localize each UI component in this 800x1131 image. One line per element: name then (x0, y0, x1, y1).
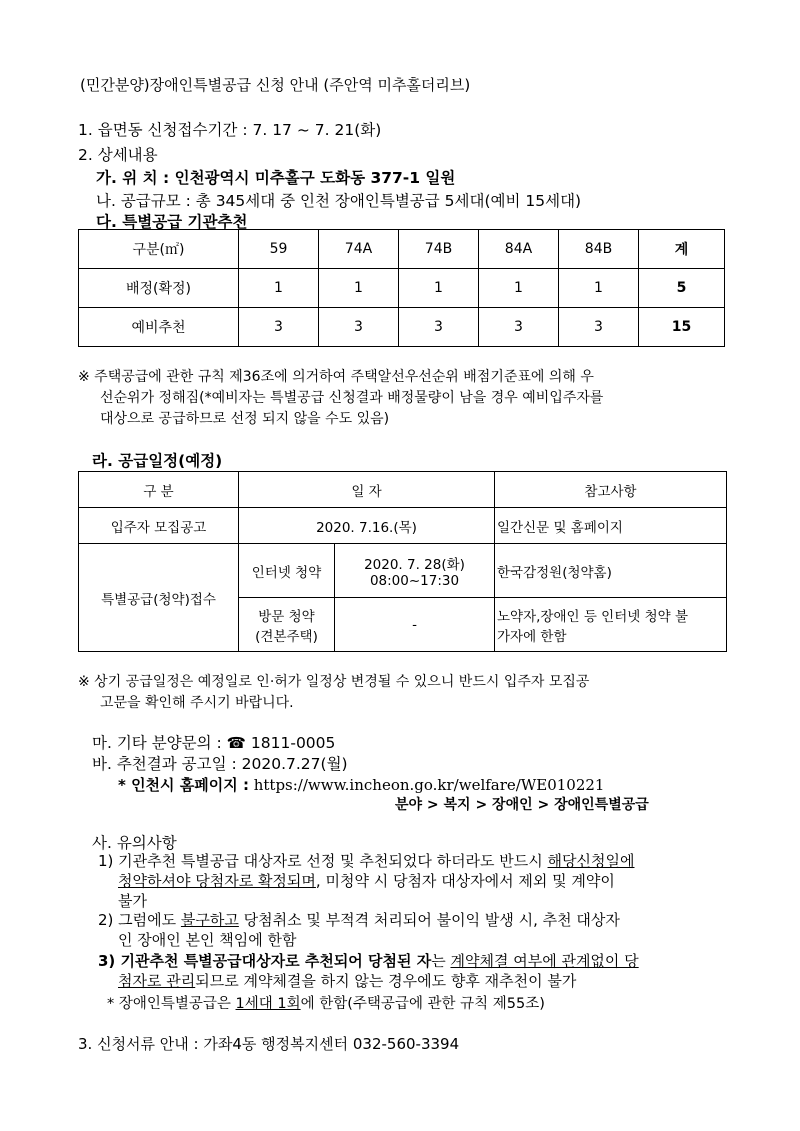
note-line: ※ 주택공급에 관한 규칙 제36조에 의거하여 주택알선우선순위 배점기준표에 의해 우 (78, 369, 594, 385)
table-cell: 84A (479, 230, 559, 269)
inquiry-phone: 마. 기타 분양문의 : ☎ 1811-0005 (92, 734, 336, 752)
table-cell: 예비추천 (79, 308, 239, 347)
document-title: (민간분양)장애인특별공급 신청 안내 (주안역 미추홀더리브) (80, 76, 471, 94)
incheon-homepage (118, 774, 604, 795)
table-cell: 참고사항 (495, 472, 727, 508)
item-text: 되므로 계약체결을 하지 않는 경우에도 향후 재추천이 불가 (195, 972, 577, 990)
table-cell: 3 (399, 308, 479, 347)
table-cell: 3 (559, 308, 639, 347)
item-text-underlined: 계약체결 여부에 관계없이 당 (450, 952, 639, 970)
note-text: * 장애인특별공급은 (107, 996, 236, 1012)
type-line: 방문 청약 (258, 608, 315, 625)
note-line: 대상으로 공급하므로 선정 되지 않을 수도 있음) (100, 411, 390, 427)
table-cell: 구 분 (79, 472, 239, 508)
section-2-heading: 2. 상세내용 (78, 146, 158, 164)
precaution-item-1 (98, 851, 728, 911)
table-cell: 5 (639, 269, 725, 308)
homepage-label: * 인천시 홈페이지 : (118, 776, 249, 794)
table-row (79, 308, 725, 347)
table-cell: 1 (559, 269, 639, 308)
table-cell: 74A (319, 230, 399, 269)
schedule-note (78, 672, 733, 714)
table-cell: 구분(㎡) (79, 230, 239, 269)
item-special-supply-heading: 다. 특별공급 기관추천 (96, 213, 248, 231)
item-text-underlined: 첨자로 관리 (118, 972, 196, 990)
table-cell: 15 (639, 308, 725, 347)
precautions-heading: 사. 유의사항 (92, 834, 177, 852)
table-cell: - (335, 598, 495, 652)
table-cell: 입주자 모집공고 (79, 508, 239, 544)
note-text: 에 한함(주택공급에 관한 규칙 제55조) (300, 996, 545, 1012)
table-row (79, 269, 725, 308)
schedule-heading: 라. 공급일정(예정) (92, 452, 223, 470)
one-time-limit-note (107, 992, 545, 1013)
type-line: (견본주택) (255, 628, 318, 645)
ref-line: 노약자,장애인 등 인터넷 청약 불 (497, 608, 688, 625)
precaution-item-3 (98, 951, 728, 991)
homepage-breadcrumb: 분야 > 복지 > 장애인 > 장애인특별공급 (395, 797, 649, 813)
item-text: 당첨취소 및 부적격 처리되어 불이익 발생 시, 추천 대상자 (238, 911, 620, 929)
table-header-row (79, 472, 727, 508)
table-cell: 배정(확정) (79, 269, 239, 308)
item-text-underlined: 불구하고 (180, 911, 239, 929)
table-cell: 1 (319, 269, 399, 308)
item-location: 가. 위 치 : 인천광역시 미추홀구 도화동 377-1 일원 (96, 169, 456, 187)
table-cell: 84B (559, 230, 639, 269)
table-cell: 한국감정원(청약홈) (495, 544, 727, 598)
table-cell: 59 (239, 230, 319, 269)
special-supply-table (78, 229, 725, 347)
table-row (79, 544, 727, 598)
item-text: , 미청약 시 당첨자 대상자에서 제외 및 계약이 (315, 872, 615, 890)
table-header-row (79, 230, 725, 269)
table-cell (335, 544, 495, 598)
table-cell: 3 (319, 308, 399, 347)
note-line: 선순위가 정해짐(*예비자는 특별공급 신청결과 배정물량이 남을 경우 예비입주자를 (100, 390, 604, 406)
item-text-underlined: 해당신청일에 (547, 852, 635, 870)
homepage-url[interactable]: https://www.incheon.go.kr/welfare/WE010221 (253, 776, 605, 794)
item-text: 는 (431, 952, 451, 970)
item-text: 1) 기관추천 특별공급 대상자로 선정 및 추천되었다 하더라도 반드시 (98, 852, 548, 870)
note-text-underlined: 1세대 1회 (235, 996, 301, 1012)
item-text: 2) 그럼에도 (98, 911, 181, 929)
table-cell: 3 (479, 308, 559, 347)
note-line: 고문을 확인해 주시기 바랍니다. (100, 695, 294, 711)
table-cell: 일 자 (239, 472, 495, 508)
priority-note (78, 367, 728, 430)
item-text: 인 장애인 본인 책임에 한함 (118, 931, 297, 949)
table-cell (239, 598, 335, 652)
date-line: 2020. 7. 28(화) (364, 556, 465, 573)
table-cell: 1 (239, 269, 319, 308)
section-1-application-period: 1. 읍면동 신청접수기간 : 7. 17 ~ 7. 21(화) (78, 121, 382, 139)
table-cell: 일간신문 및 홈페이지 (495, 508, 727, 544)
item-text: 불가 (118, 892, 147, 910)
table-cell: 1 (479, 269, 559, 308)
item-supply-scale: 나. 공급규모 : 총 345세대 중 인천 장애인특별공급 5세대(예비 15세대) (96, 192, 582, 210)
time-line: 08:00~17:30 (369, 572, 460, 589)
table-cell: 특별공급(청약)접수 (79, 544, 239, 652)
result-announcement-date: 바. 추천결과 공고일 : 2020.7.27(월) (92, 755, 348, 773)
item-text-underlined: 청약하셔야 당첨자로 확정되며 (118, 872, 316, 890)
table-cell (495, 598, 727, 652)
table-cell: 74B (399, 230, 479, 269)
section-3-documents: 3. 신청서류 안내 : 가좌4동 행정복지센터 032-560-3394 (78, 1035, 460, 1053)
note-line: ※ 상기 공급일정은 예정일로 인·허가 일정상 변경될 수 있으니 반드시 입주자 모집공 (78, 674, 590, 690)
item-text-bold: 3) 기관추천 특별공급대상자로 추천되어 당첨된 자 (98, 952, 432, 970)
table-cell: 계 (639, 230, 725, 269)
table-cell: 1 (399, 269, 479, 308)
table-cell: 3 (239, 308, 319, 347)
table-cell: 인터넷 청약 (239, 544, 335, 598)
table-cell: 2020. 7.16.(목) (239, 508, 495, 544)
precaution-item-2 (98, 910, 728, 950)
schedule-table (78, 471, 727, 652)
table-row (79, 508, 727, 544)
ref-line: 가자에 한함 (497, 628, 567, 645)
